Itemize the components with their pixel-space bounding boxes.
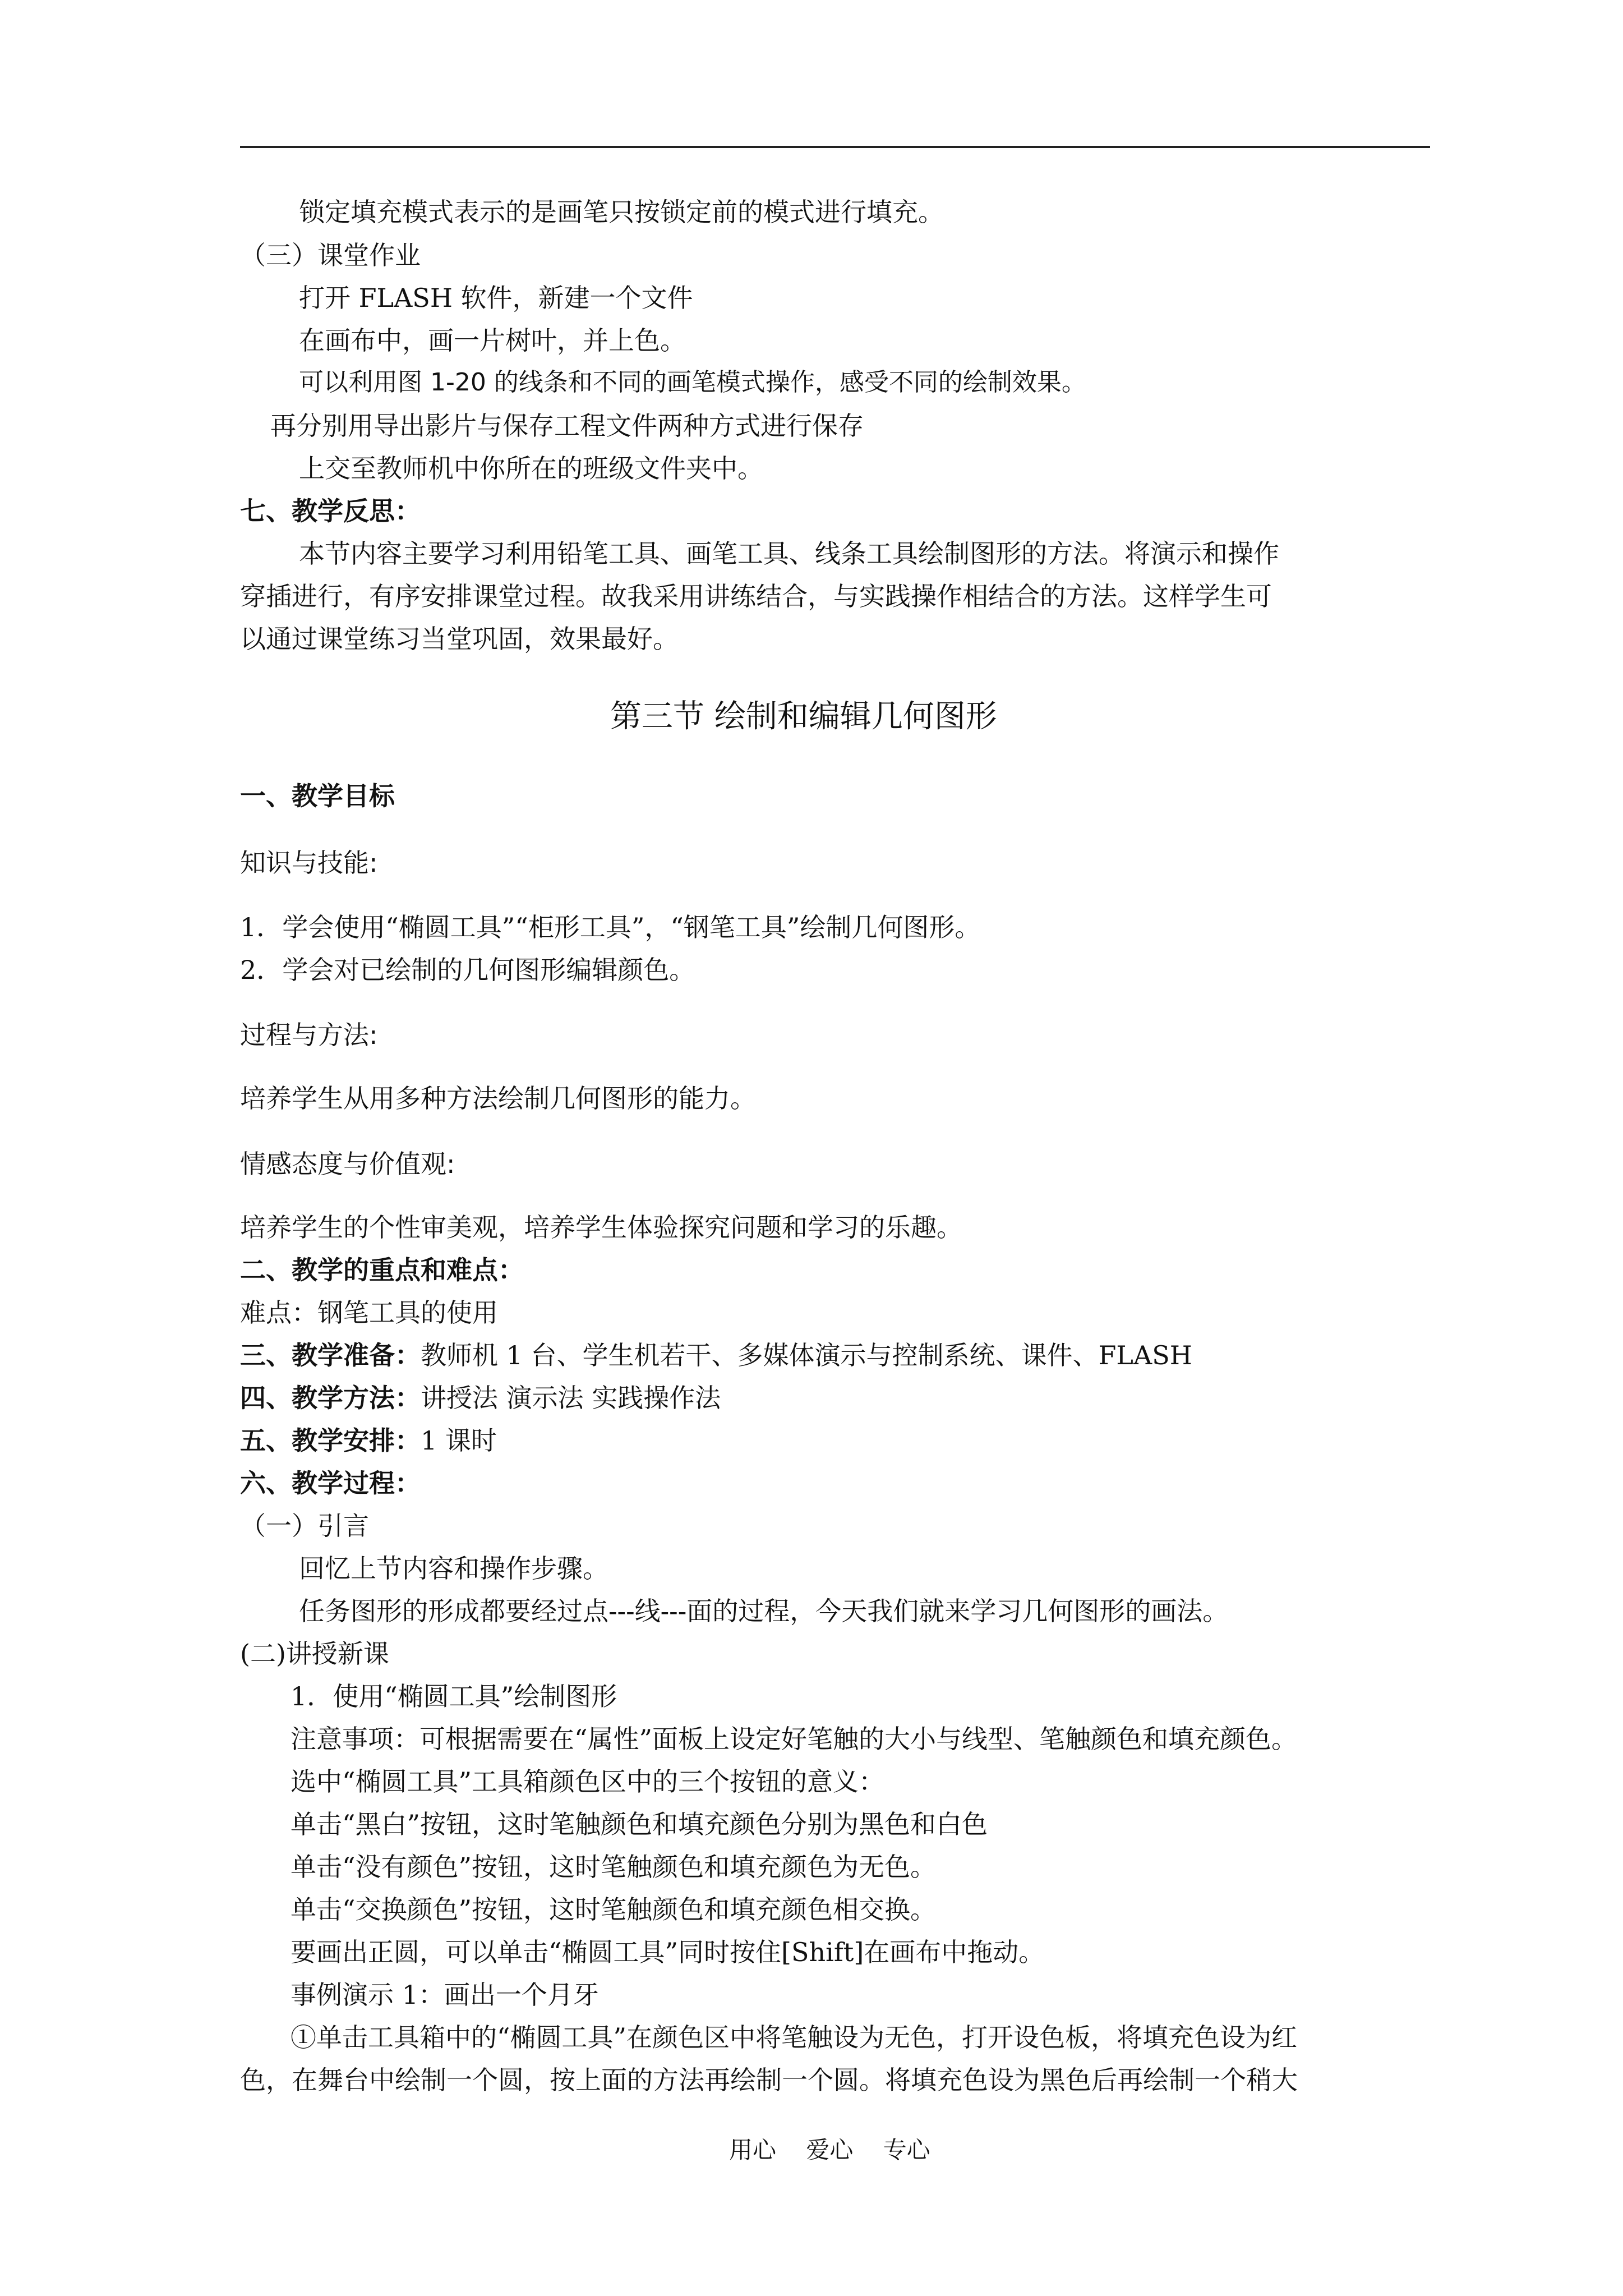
text-line: 事例演示 1：画出一个月牙 — [291, 1980, 599, 2010]
text-line — [240, 1342, 1192, 1368]
section-heading: 六、教学过程： — [240, 1468, 421, 1498]
text-line: 回忆上节内容和操作步骤。 — [299, 1553, 608, 1584]
section-heading: 三、教学准备： — [240, 1340, 421, 1370]
page-footer: 用心 爱心 专心 — [729, 2136, 930, 2164]
text-line: 单击“没有颜色”按钮，这时笔触颜色和填充颜色为无色。 — [291, 1852, 937, 1882]
text-line: 培养学生的个性审美观，培养学生体验探究问题和学习的乐趣。 — [240, 1212, 962, 1243]
subheading: (二)讲授新课 — [240, 1639, 389, 1669]
text-line: 打开 FLASH 软件，新建一个文件 — [299, 283, 693, 313]
section-heading: 四、教学方法： — [240, 1383, 421, 1413]
text-line: 选中“椭圆工具”工具箱颜色区中的三个按钮的意义： — [291, 1766, 885, 1797]
text-line: 1 课时 — [421, 1425, 497, 1456]
text-line: 难点：钢笔工具的使用 — [240, 1297, 498, 1328]
text-line: 培养学生从用多种方法绘制几何图形的能力。 — [240, 1083, 756, 1114]
subheading: 过程与方法: — [240, 1020, 378, 1050]
text-line: 锁定填充模式表示的是画笔只按锁定前的模式进行填充。 — [299, 197, 944, 227]
text-line: 注意事项：可根据需要在“属性”面板上设定好笔触的大小与线型、笔触颜色和填充颜色。 — [291, 1724, 1298, 1754]
subheading: 知识与技能: — [240, 848, 378, 878]
text-line: 讲授法 演示法 实践操作法 — [421, 1383, 721, 1413]
text-line: 在画布中，画一片树叶，并上色。 — [299, 325, 686, 356]
text-line: 色，在舞台中绘制一个圆，按上面的方法再绘制一个圆。将填充色设为黑色后再绘制一个稍大 — [240, 2065, 1298, 2095]
list-item: 1．学会使用“椭圆工具”“柜形工具”，“钢笔工具”绘制几何图形。 — [240, 912, 981, 942]
text-line: 教师机 1 台、学生机若干、多媒体演示与控制系统、课件、FLASH — [421, 1340, 1192, 1370]
subheading: （一）引言 — [240, 1511, 369, 1541]
section-heading: 七、教学反思： — [240, 496, 421, 526]
header-rule — [240, 146, 1430, 148]
text-line: 本节内容主要学习利用铅笔工具、画笔工具、线条工具绘制图形的方法。将演示和操作 — [299, 539, 1279, 569]
text-line: ①单击工具箱中的“椭圆工具”在颜色区中将笔触设为无色，打开设色板，将填充色设为红 — [291, 2022, 1298, 2053]
section-heading: 二、教学的重点和难点： — [240, 1255, 524, 1285]
text-line: 1．使用“椭圆工具”绘制图形 — [291, 1681, 617, 1711]
text-line — [240, 1425, 497, 1456]
text-line — [240, 1385, 721, 1411]
list-item: 2．学会对已绘制的几何图形编辑颜色。 — [240, 955, 695, 985]
section-heading: 五、教学安排： — [240, 1425, 421, 1456]
text-line: 可以利用图 1-20 的线条和不同的画笔模式操作，感受不同的绘制效果。 — [299, 368, 1086, 397]
text-line: 单击“黑白”按钮，这时笔触颜色和填充颜色分别为黑色和白色 — [291, 1809, 988, 1839]
text-line: 上交至教师机中你所在的班级文件夹中。 — [299, 453, 763, 484]
section-heading: （三）课堂作业 — [240, 240, 421, 270]
text-line: 单击“交换颜色”按钮，这时笔触颜色和填充颜色相交换。 — [291, 1894, 937, 1925]
text-line: 以通过课堂练习当堂巩固，效果最好。 — [240, 624, 679, 654]
text-line: 要画出正圆，可以单击“椭圆工具”同时按住[Shift]在画布中拖动。 — [291, 1937, 1045, 1967]
text-line: 再分别用导出影片与保存工程文件两种方式进行保存 — [270, 411, 864, 441]
section-heading: 一、教学目标 — [240, 781, 395, 811]
text-line: 穿插进行，有序安排课堂过程。故我采用讲练结合，与实践操作相结合的方法。这样学生可 — [240, 581, 1272, 611]
text-line: 任务图形的形成都要经过点---线---面的过程，今天我们就来学习几何图形的画法。 — [299, 1596, 1229, 1626]
subheading: 情感态度与价值观: — [240, 1149, 455, 1179]
page-title: 第三节 绘制和编辑几何图形 — [610, 698, 997, 735]
